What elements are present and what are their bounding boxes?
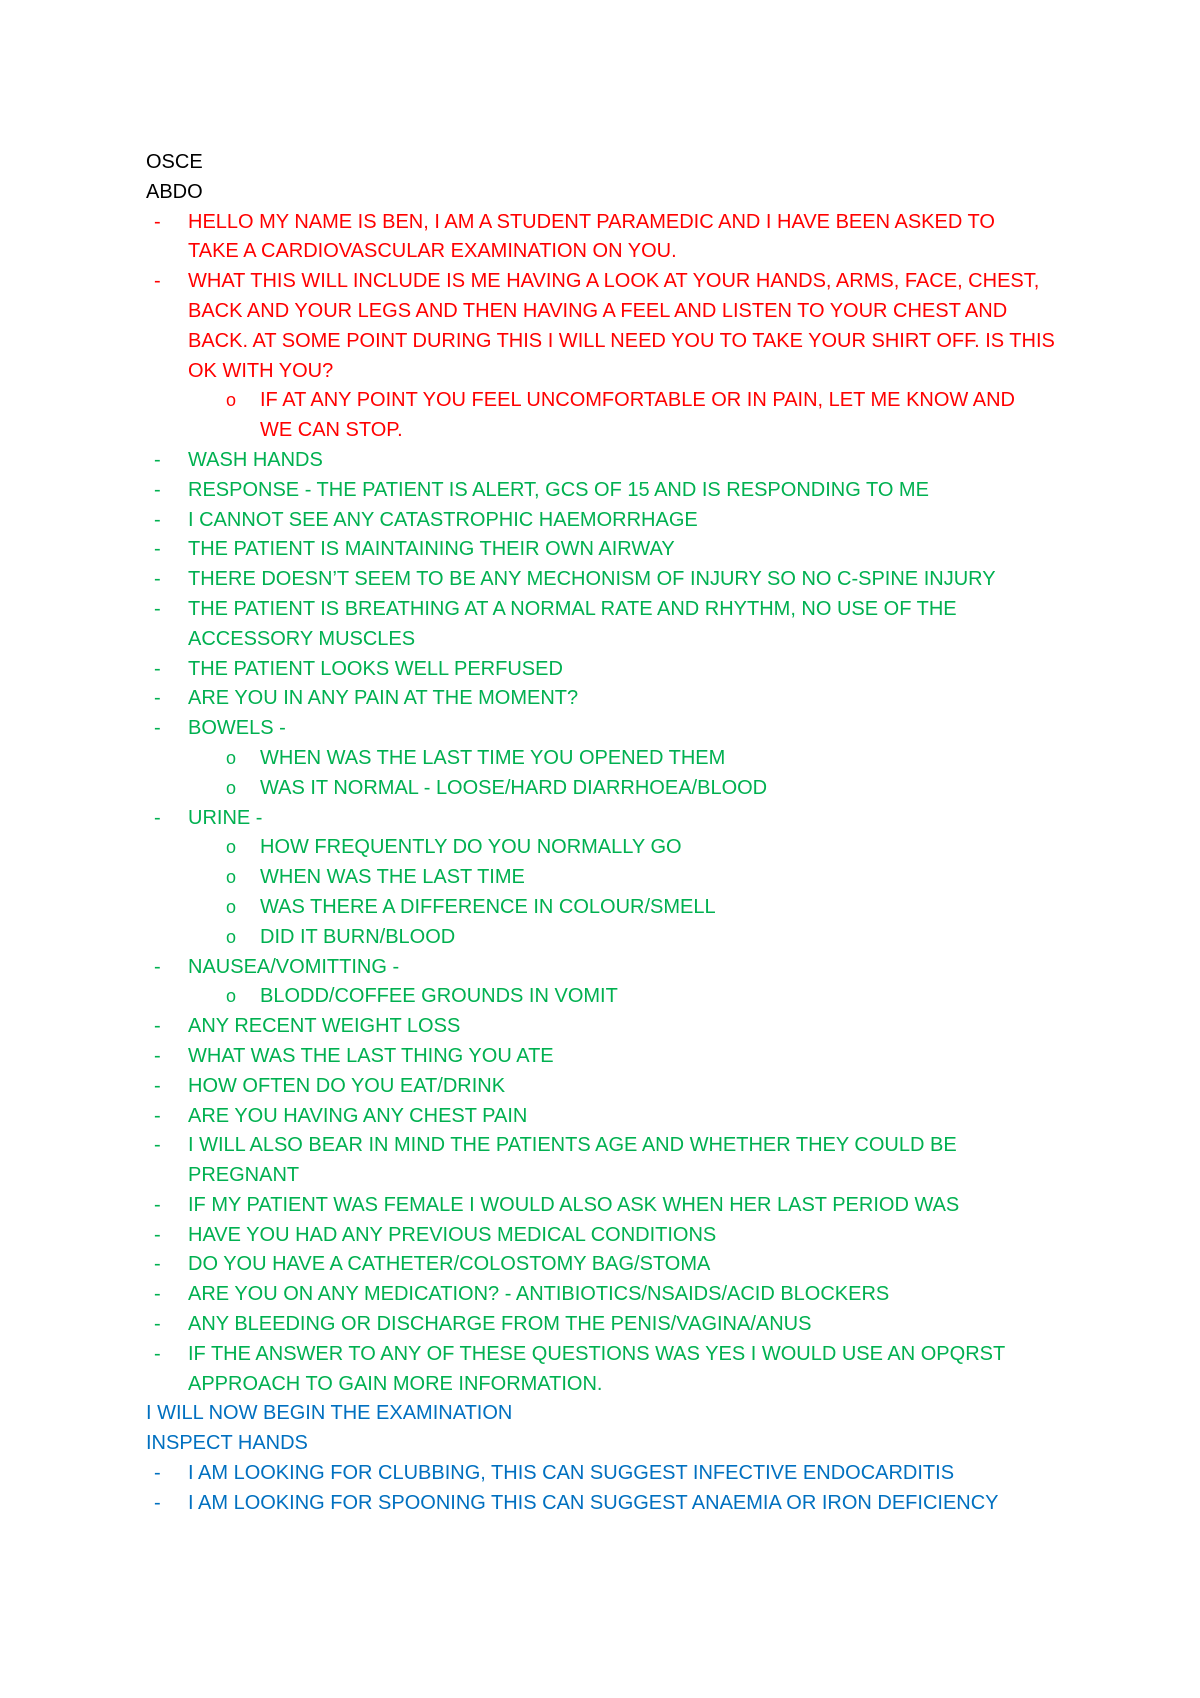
line-text: I AM LOOKING FOR CLUBBING, THIS CAN SUGGEST INFECTIVE ENDOCARDITIS — [188, 1462, 955, 1485]
circle-bullet: o — [226, 867, 237, 888]
line-text: THE PATIENT IS MAINTAINING THEIR OWN AIRWAY — [188, 538, 675, 561]
line-text: ANY RECENT WEIGHT LOSS — [188, 1015, 461, 1038]
text-line — [146, 446, 1106, 476]
dash-bullet: - — [154, 538, 161, 561]
circle-bullet: o — [226, 986, 237, 1007]
line-text: BOWELS - — [188, 717, 286, 740]
line-text: THE PATIENT LOOKS WELL PERFUSED — [188, 657, 563, 680]
line-text: THERE DOESN’T SEEM TO BE ANY MECHONISM OF INJURY SO NO C-SPINE INJURY — [188, 568, 996, 591]
line-text: WAS IT NORMAL - LOOSE/HARD DIARRHOEA/BLOOD — [260, 776, 768, 799]
dash-bullet: - — [154, 478, 161, 501]
text-line — [146, 982, 1106, 1012]
line-text: ARE YOU IN ANY PAIN AT THE MOMENT? — [188, 687, 579, 710]
line-text: ANY BLEEDING OR DISCHARGE FROM THE PENIS/VAGINA/ANUS — [188, 1313, 812, 1336]
line-text: WHEN WAS THE LAST TIME — [260, 866, 525, 889]
dash-bullet: - — [154, 1223, 161, 1246]
text-line — [146, 565, 1106, 595]
text-line — [146, 684, 1106, 714]
text-line — [146, 476, 1106, 506]
doc-title-text: OSCE — [146, 151, 203, 173]
text-line — [146, 535, 1106, 565]
circle-bullet: o — [226, 926, 237, 947]
text-line — [146, 297, 1106, 327]
doc-subtitle — [146, 178, 1106, 208]
dash-bullet: - — [154, 687, 161, 710]
dash-bullet: - — [154, 1074, 161, 1097]
line-text: RESPONSE - THE PATIENT IS ALERT, GCS OF 15 AND IS RESPONDING TO ME — [188, 478, 929, 501]
line-text: PREGNANT — [188, 1164, 300, 1187]
dash-bullet: - — [154, 657, 161, 680]
circle-bullet: o — [226, 896, 237, 917]
line-text: BLODD/COFFEE GROUNDS IN VOMIT — [260, 985, 618, 1008]
line-text: ARE YOU ON ANY MEDICATION? - ANTIBIOTICS/NSAIDS/ACID BLOCKERS — [188, 1283, 890, 1306]
text-line — [146, 267, 1106, 297]
text-line — [146, 923, 1106, 953]
dash-bullet: - — [154, 955, 161, 978]
line-text: NAUSEA/VOMITTING - — [188, 955, 400, 978]
text-line — [146, 1489, 1106, 1519]
line-text: INSPECT HANDS — [146, 1432, 308, 1455]
text-line — [146, 655, 1106, 685]
line-text: HAVE YOU HAD ANY PREVIOUS MEDICAL CONDITIONS — [188, 1223, 717, 1246]
circle-bullet: o — [226, 777, 237, 798]
line-text: HELLO MY NAME IS BEN, I AM A STUDENT PARAMEDIC AND I HAVE BEEN ASKED TO — [188, 210, 995, 233]
doc-title — [146, 148, 1106, 178]
text-line — [146, 1399, 1106, 1429]
text-line — [146, 1429, 1106, 1459]
doc-subtitle-text: ABDO — [146, 180, 203, 203]
text-line — [146, 1370, 1106, 1400]
line-text: WE CAN STOP. — [260, 419, 403, 442]
line-text: ACCESSORY MUSCLES — [188, 627, 416, 650]
line-text: ARE YOU HAVING ANY CHEST PAIN — [188, 1104, 528, 1127]
dash-bullet: - — [154, 1342, 161, 1365]
line-text: I AM LOOKING FOR SPOONING THIS CAN SUGGEST ANAEMIA OR IRON DEFICIENCY — [188, 1491, 999, 1514]
text-line — [146, 1102, 1106, 1132]
text-line — [146, 1161, 1106, 1191]
text-line — [146, 208, 1106, 238]
dash-bullet: - — [154, 1313, 161, 1336]
dash-bullet: - — [154, 270, 161, 293]
text-line — [146, 953, 1106, 983]
line-text: HOW FREQUENTLY DO YOU NORMALLY GO — [260, 836, 682, 859]
line-text: I WILL NOW BEGIN THE EXAMINATION — [146, 1402, 513, 1425]
dash-bullet: - — [154, 568, 161, 591]
circle-bullet: o — [226, 837, 237, 858]
text-line — [146, 386, 1106, 416]
line-text: DO YOU HAVE A CATHETER/COLOSTOMY BAG/STOMA — [188, 1253, 711, 1276]
dash-bullet: - — [154, 210, 161, 233]
text-line — [146, 1459, 1106, 1489]
line-text: TAKE A CARDIOVASCULAR EXAMINATION ON YOU. — [188, 240, 677, 263]
line-text: BACK. AT SOME POINT DURING THIS I WILL NEED YOU TO TAKE YOUR SHIRT OFF. IS THIS — [188, 329, 1055, 352]
line-text: DID IT BURN/BLOOD — [260, 925, 456, 948]
text-line — [146, 1221, 1106, 1251]
line-text: THE PATIENT IS BREATHING AT A NORMAL RATE AND RHYTHM, NO USE OF THE — [188, 597, 957, 620]
line-text: IF THE ANSWER TO ANY OF THESE QUESTIONS WAS YES I WOULD USE AN OPQRST — [188, 1342, 1006, 1365]
line-text: WHAT THIS WILL INCLUDE IS ME HAVING A LOOK AT YOUR HANDS, ARMS, FACE, CHEST, — [188, 270, 1040, 293]
text-line — [146, 714, 1106, 744]
text-line — [146, 893, 1106, 923]
text-line — [146, 833, 1106, 863]
line-text: IF AT ANY POINT YOU FEEL UNCOMFORTABLE OR IN PAIN, LET ME KNOW AND — [260, 389, 1015, 412]
line-text: WASH HANDS — [188, 448, 323, 471]
text-line — [146, 595, 1106, 625]
text-line — [146, 357, 1106, 387]
text-line — [146, 1340, 1106, 1370]
line-text: BACK AND YOUR LEGS AND THEN HAVING A FEEL AND LISTEN TO YOUR CHEST AND — [188, 299, 1008, 322]
text-line — [146, 1250, 1106, 1280]
dash-bullet: - — [154, 806, 161, 829]
text-line — [146, 1131, 1106, 1161]
circle-bullet: o — [226, 390, 237, 411]
line-text: WHEN WAS THE LAST TIME YOU OPENED THEM — [260, 746, 726, 769]
line-text: I WILL ALSO BEAR IN MIND THE PATIENTS AGE AND WHETHER THEY COULD BE — [188, 1134, 957, 1157]
dash-bullet: - — [154, 1134, 161, 1157]
document-body — [146, 148, 1106, 1519]
text-line — [146, 1191, 1106, 1221]
line-text: OK WITH YOU? — [188, 359, 334, 382]
dash-bullet: - — [154, 1044, 161, 1067]
text-line — [146, 327, 1106, 357]
dash-bullet: - — [154, 1253, 161, 1276]
dash-bullet: - — [154, 597, 161, 620]
dash-bullet: - — [154, 448, 161, 471]
line-text: WAS THERE A DIFFERENCE IN COLOUR/SMELL — [260, 895, 716, 918]
text-line — [146, 1042, 1106, 1072]
line-text: APPROACH TO GAIN MORE INFORMATION. — [188, 1372, 603, 1395]
dash-bullet: - — [154, 1104, 161, 1127]
line-text: URINE - — [188, 806, 263, 829]
text-line — [146, 1280, 1106, 1310]
line-text: HOW OFTEN DO YOU EAT/DRINK — [188, 1074, 506, 1097]
dash-bullet: - — [154, 1193, 161, 1216]
text-line — [146, 506, 1106, 536]
text-line — [146, 416, 1106, 446]
text-line — [146, 1012, 1106, 1042]
text-line — [146, 804, 1106, 834]
dash-bullet: - — [154, 1462, 161, 1485]
line-text: WHAT WAS THE LAST THING YOU ATE — [188, 1044, 554, 1067]
text-line — [146, 744, 1106, 774]
text-line — [146, 1310, 1106, 1340]
dash-bullet: - — [154, 1491, 161, 1514]
dash-bullet: - — [154, 717, 161, 740]
line-text: IF MY PATIENT WAS FEMALE I WOULD ALSO ASK WHEN HER LAST PERIOD WAS — [188, 1193, 960, 1216]
text-line — [146, 863, 1106, 893]
text-line — [146, 237, 1106, 267]
circle-bullet: o — [226, 747, 237, 768]
text-line — [146, 774, 1106, 804]
line-text: I CANNOT SEE ANY CATASTROPHIC HAEMORRHAGE — [188, 508, 698, 531]
dash-bullet: - — [154, 1283, 161, 1306]
dash-bullet: - — [154, 508, 161, 531]
dash-bullet: - — [154, 1015, 161, 1038]
text-line — [146, 625, 1106, 655]
text-line — [146, 1072, 1106, 1102]
